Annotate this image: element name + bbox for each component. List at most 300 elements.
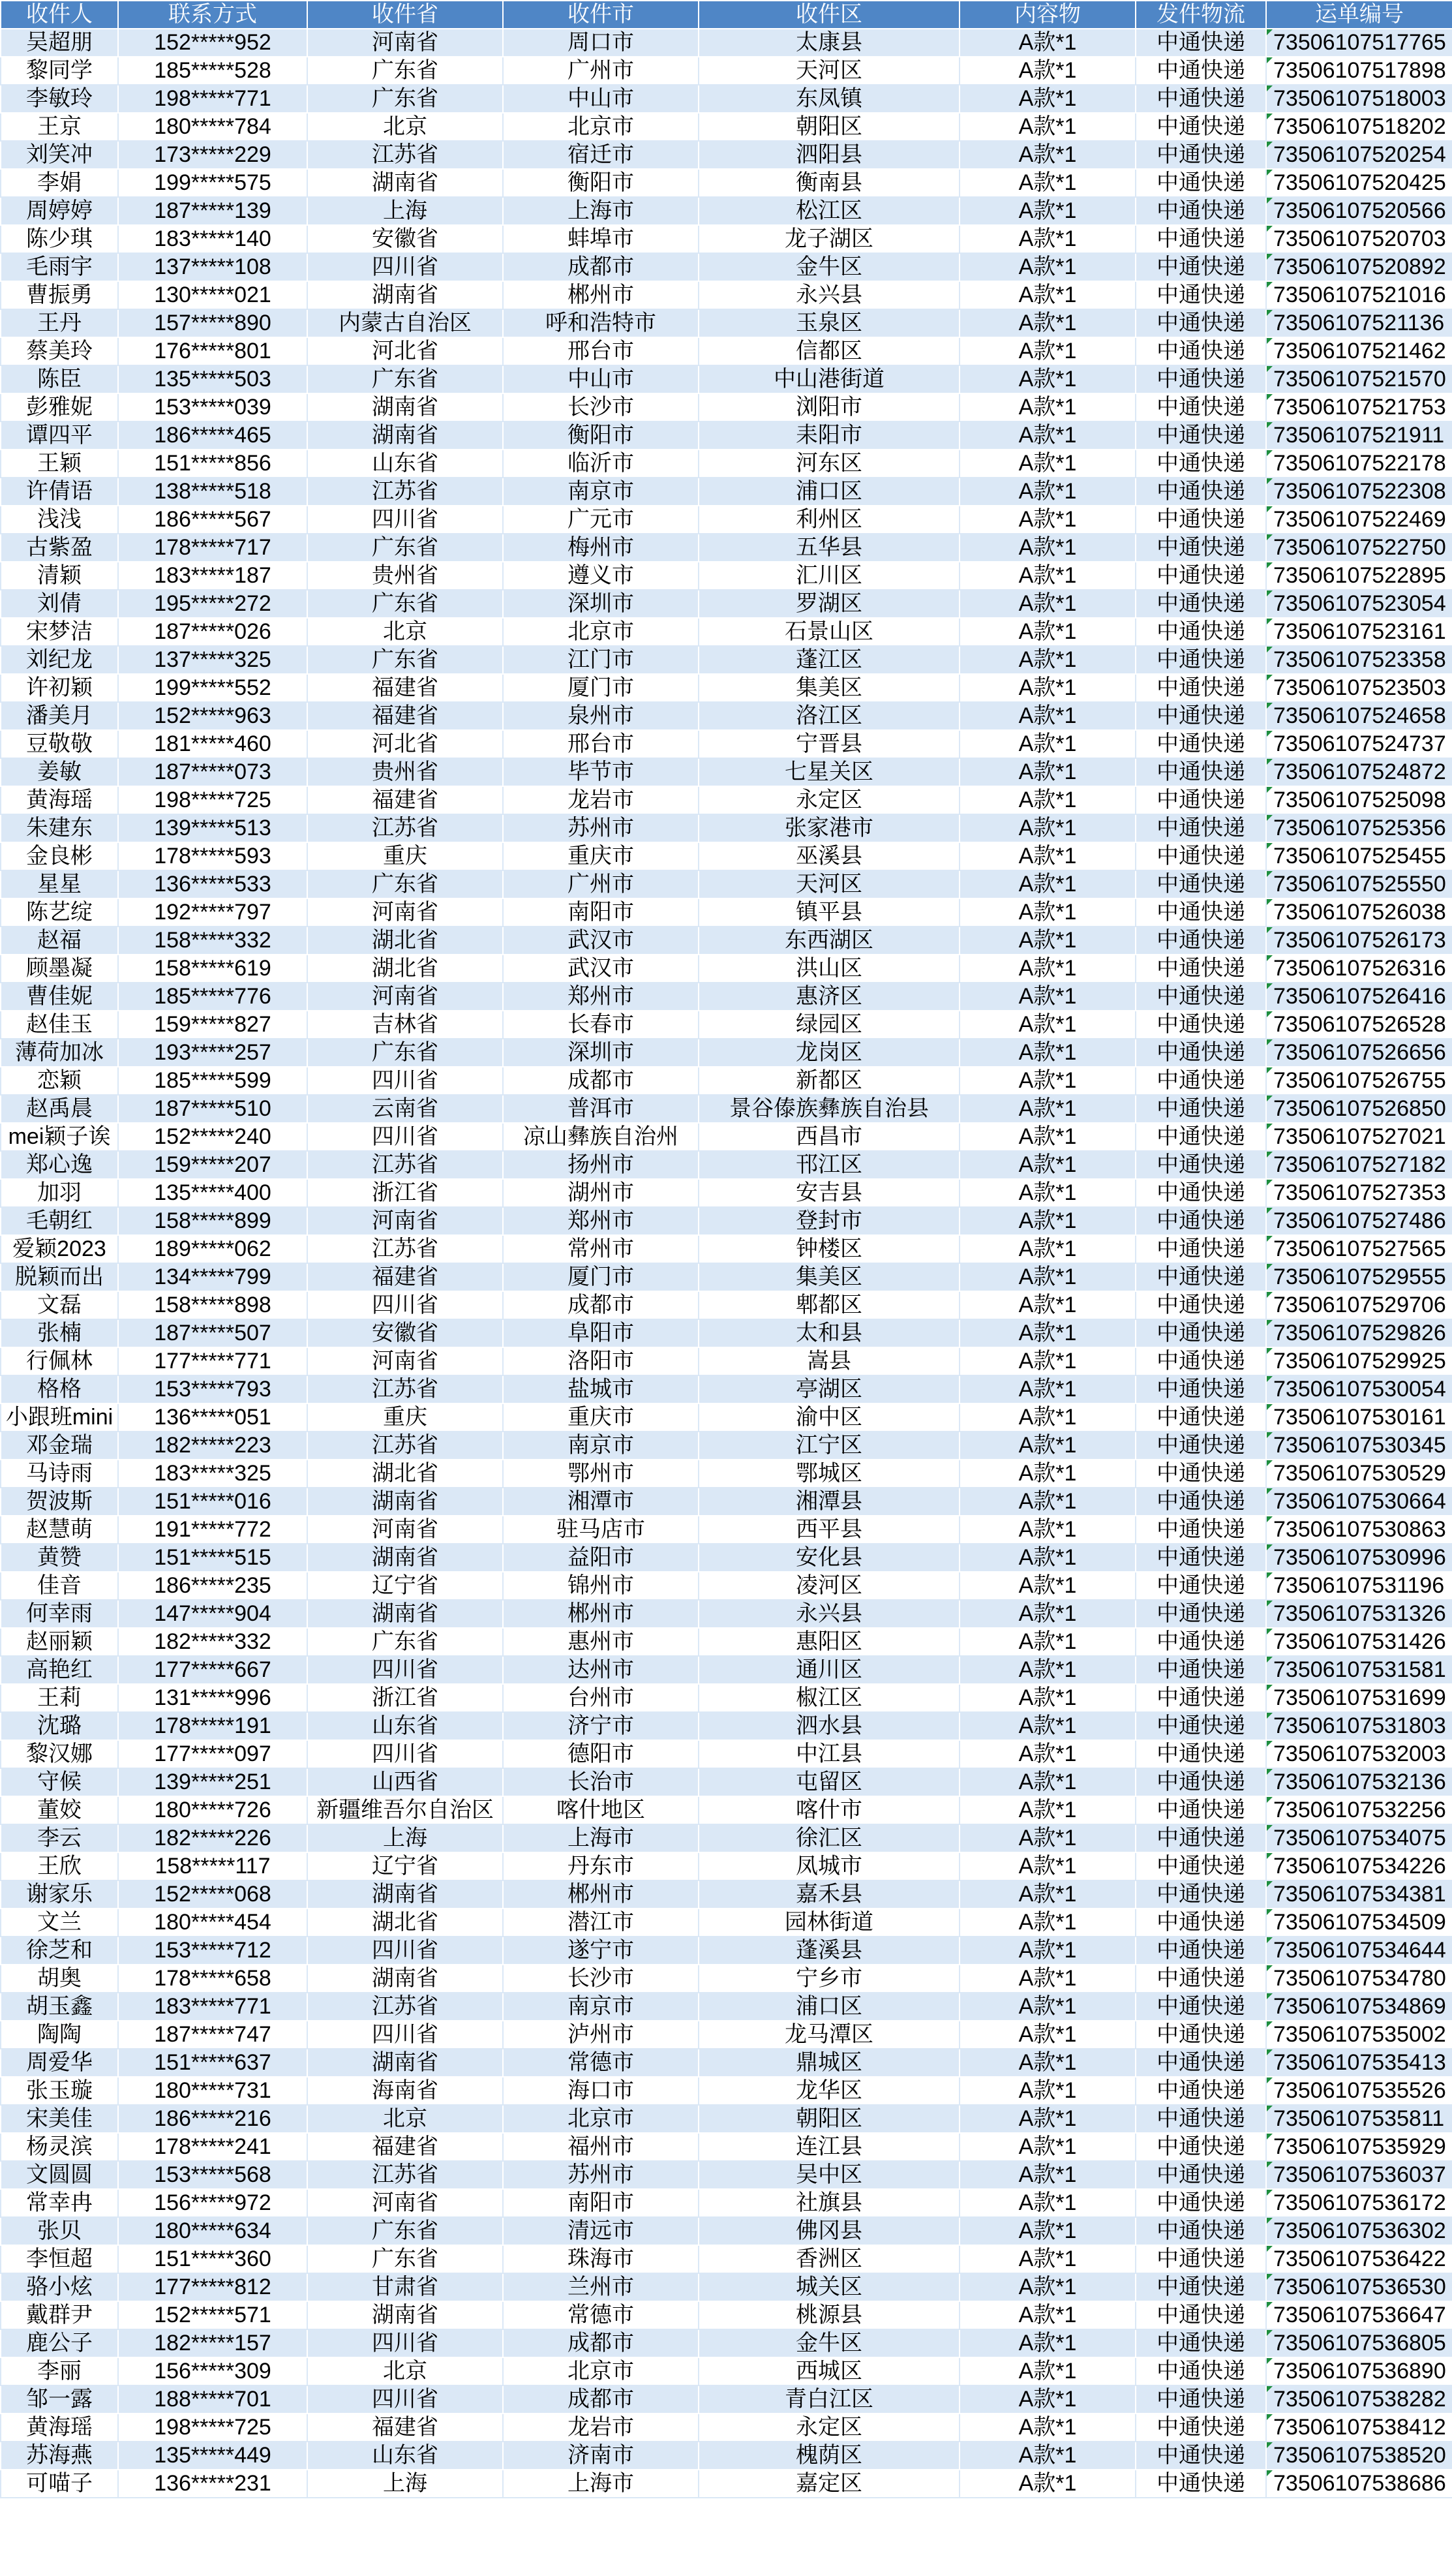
waybill-cell[interactable]: 73506107526316 [1266, 955, 1452, 983]
recipient-cell[interactable]: 邓金瑞 [1, 1432, 118, 1460]
contact-cell[interactable]: 178*****241 [118, 2133, 307, 2161]
waybill-cell[interactable]: 73506107536805 [1266, 2329, 1452, 2357]
city-cell[interactable]: 凉山彝族自治州 [503, 1123, 699, 1151]
waybill-cell[interactable]: 73506107521462 [1266, 337, 1452, 365]
courier-cell[interactable]: 中通快递 [1136, 2049, 1266, 2077]
province-cell[interactable]: 云南省 [307, 1095, 503, 1123]
city-cell[interactable]: 惠州市 [503, 1628, 699, 1656]
district-cell[interactable]: 玉泉区 [699, 309, 960, 337]
recipient-cell[interactable]: 佳音 [1, 1572, 118, 1600]
contents-cell[interactable]: A款*1 [960, 1123, 1136, 1151]
recipient-cell[interactable]: 小跟班mini [1, 1403, 118, 1432]
contents-cell[interactable]: A款*1 [960, 1572, 1136, 1600]
contents-cell[interactable]: A款*1 [960, 1740, 1136, 1768]
province-cell[interactable]: 重庆 [307, 1403, 503, 1432]
district-cell[interactable]: 金牛区 [699, 253, 960, 281]
recipient-cell[interactable]: 宋梦洁 [1, 618, 118, 646]
province-cell[interactable]: 海南省 [307, 2077, 503, 2105]
recipient-cell[interactable]: 徐芝和 [1, 1937, 118, 1965]
courier-cell[interactable]: 中通快递 [1136, 57, 1266, 85]
district-cell[interactable]: 通川区 [699, 1656, 960, 1684]
waybill-cell[interactable]: 73506107532256 [1266, 1796, 1452, 1824]
city-cell[interactable]: 常德市 [503, 2049, 699, 2077]
province-cell[interactable]: 河北省 [307, 337, 503, 365]
contents-cell[interactable]: A款*1 [960, 2245, 1136, 2273]
recipient-cell[interactable]: 蔡美玲 [1, 337, 118, 365]
contents-cell[interactable]: A款*1 [960, 1403, 1136, 1432]
recipient-cell[interactable]: 恋颖 [1, 1067, 118, 1095]
courier-cell[interactable]: 中通快递 [1136, 365, 1266, 393]
waybill-cell[interactable]: 73506107521570 [1266, 365, 1452, 393]
recipient-cell[interactable]: 浅浅 [1, 506, 118, 534]
contents-cell[interactable]: A款*1 [960, 2077, 1136, 2105]
waybill-cell[interactable]: 73506107530996 [1266, 1544, 1452, 1572]
courier-cell[interactable]: 中通快递 [1136, 2470, 1266, 2498]
waybill-cell[interactable]: 73506107526755 [1266, 1067, 1452, 1095]
waybill-cell[interactable]: 73506107518202 [1266, 113, 1452, 141]
contact-cell[interactable]: 189*****062 [118, 1235, 307, 1263]
city-cell[interactable]: 喀什地区 [503, 1796, 699, 1824]
contact-cell[interactable]: 187*****026 [118, 618, 307, 646]
waybill-cell[interactable]: 73506107527182 [1266, 1151, 1452, 1179]
contact-cell[interactable]: 177*****812 [118, 2273, 307, 2301]
city-cell[interactable]: 普洱市 [503, 1095, 699, 1123]
recipient-cell[interactable]: 吴超朋 [1, 29, 118, 57]
contact-cell[interactable]: 187*****507 [118, 1319, 307, 1347]
city-cell[interactable]: 郴州市 [503, 281, 699, 309]
district-cell[interactable]: 连江县 [699, 2133, 960, 2161]
courier-cell[interactable]: 中通快递 [1136, 1011, 1266, 1039]
contents-cell[interactable]: A款*1 [960, 2329, 1136, 2357]
recipient-cell[interactable]: 王欣 [1, 1852, 118, 1880]
waybill-cell[interactable]: 73506107530054 [1266, 1375, 1452, 1403]
province-cell[interactable]: 上海 [307, 2470, 503, 2498]
courier-cell[interactable]: 中通快递 [1136, 1880, 1266, 1909]
recipient-cell[interactable]: 彭雅妮 [1, 393, 118, 422]
contents-cell[interactable]: A款*1 [960, 1095, 1136, 1123]
courier-cell[interactable]: 中通快递 [1136, 1095, 1266, 1123]
waybill-cell[interactable]: 73506107534381 [1266, 1880, 1452, 1909]
courier-cell[interactable]: 中通快递 [1136, 2357, 1266, 2385]
contact-cell[interactable]: 158*****898 [118, 1291, 307, 1319]
province-cell[interactable]: 福建省 [307, 702, 503, 730]
recipient-cell[interactable]: 行佩林 [1, 1347, 118, 1375]
city-cell[interactable]: 济南市 [503, 2442, 699, 2470]
province-cell[interactable]: 湖南省 [307, 2049, 503, 2077]
contents-cell[interactable]: A款*1 [960, 2189, 1136, 2217]
courier-cell[interactable]: 中通快递 [1136, 1824, 1266, 1852]
province-cell[interactable]: 安徽省 [307, 225, 503, 253]
province-cell[interactable]: 河北省 [307, 730, 503, 758]
contents-cell[interactable]: A款*1 [960, 1656, 1136, 1684]
district-cell[interactable]: 西平县 [699, 1516, 960, 1544]
contents-cell[interactable]: A款*1 [960, 85, 1136, 113]
courier-cell[interactable]: 中通快递 [1136, 2105, 1266, 2133]
city-cell[interactable]: 广州市 [503, 870, 699, 898]
waybill-cell[interactable]: 73506107523358 [1266, 646, 1452, 674]
waybill-cell[interactable]: 73506107520703 [1266, 225, 1452, 253]
contents-cell[interactable]: A款*1 [960, 2217, 1136, 2245]
district-cell[interactable]: 吴中区 [699, 2161, 960, 2189]
contents-cell[interactable]: A款*1 [960, 450, 1136, 478]
recipient-cell[interactable]: 古紫盈 [1, 534, 118, 562]
district-cell[interactable]: 鼎城区 [699, 2049, 960, 2077]
recipient-cell[interactable]: 张楠 [1, 1319, 118, 1347]
waybill-cell[interactable]: 73506107526416 [1266, 983, 1452, 1011]
contents-cell[interactable]: A款*1 [960, 1319, 1136, 1347]
contact-cell[interactable]: 131*****996 [118, 1684, 307, 1712]
contact-cell[interactable]: 187*****747 [118, 2021, 307, 2049]
waybill-cell[interactable]: 73506107527353 [1266, 1179, 1452, 1207]
contact-cell[interactable]: 186*****567 [118, 506, 307, 534]
contact-cell[interactable]: 199*****575 [118, 169, 307, 197]
recipient-cell[interactable]: 张贝 [1, 2217, 118, 2245]
city-cell[interactable]: 成都市 [503, 2385, 699, 2414]
city-cell[interactable]: 广元市 [503, 506, 699, 534]
contact-cell[interactable]: 153*****039 [118, 393, 307, 422]
city-cell[interactable]: 周口市 [503, 29, 699, 57]
city-cell[interactable]: 南京市 [503, 1432, 699, 1460]
district-cell[interactable]: 浦口区 [699, 478, 960, 506]
contents-cell[interactable]: A款*1 [960, 197, 1136, 225]
waybill-cell[interactable]: 73506107534780 [1266, 1965, 1452, 1993]
waybill-cell[interactable]: 73506107536422 [1266, 2245, 1452, 2273]
recipient-cell[interactable]: 金良彬 [1, 842, 118, 870]
courier-cell[interactable]: 中通快递 [1136, 814, 1266, 842]
waybill-cell[interactable]: 73506107523054 [1266, 590, 1452, 618]
contact-cell[interactable]: 182*****332 [118, 1628, 307, 1656]
waybill-cell[interactable]: 73506107531326 [1266, 1600, 1452, 1628]
province-cell[interactable]: 广东省 [307, 2217, 503, 2245]
courier-cell[interactable]: 中通快递 [1136, 393, 1266, 422]
waybill-cell[interactable]: 73506107522178 [1266, 450, 1452, 478]
waybill-cell[interactable]: 73506107520254 [1266, 141, 1452, 169]
contact-cell[interactable]: 158*****619 [118, 955, 307, 983]
courier-cell[interactable]: 中通快递 [1136, 85, 1266, 113]
province-cell[interactable]: 湖南省 [307, 169, 503, 197]
contact-cell[interactable]: 151*****637 [118, 2049, 307, 2077]
recipient-cell[interactable]: 赵禹晨 [1, 1095, 118, 1123]
waybill-cell[interactable]: 73506107527021 [1266, 1123, 1452, 1151]
courier-cell[interactable]: 中通快递 [1136, 29, 1266, 57]
contact-cell[interactable]: 180*****634 [118, 2217, 307, 2245]
recipient-cell[interactable]: 李娟 [1, 169, 118, 197]
district-cell[interactable]: 镇平县 [699, 898, 960, 927]
recipient-cell[interactable]: 董姣 [1, 1796, 118, 1824]
recipient-cell[interactable]: 鹿公子 [1, 2329, 118, 2357]
contact-cell[interactable]: 177*****097 [118, 1740, 307, 1768]
recipient-cell[interactable]: 黄海瑶 [1, 786, 118, 814]
city-cell[interactable]: 上海市 [503, 1824, 699, 1852]
contents-cell[interactable]: A款*1 [960, 1965, 1136, 1993]
contact-cell[interactable]: 180*****784 [118, 113, 307, 141]
courier-cell[interactable]: 中通快递 [1136, 1039, 1266, 1067]
waybill-cell[interactable]: 73506107538520 [1266, 2442, 1452, 2470]
contact-cell[interactable]: 135*****400 [118, 1179, 307, 1207]
courier-cell[interactable]: 中通快递 [1136, 253, 1266, 281]
contact-cell[interactable]: 180*****731 [118, 2077, 307, 2105]
recipient-cell[interactable]: 赵福 [1, 927, 118, 955]
recipient-cell[interactable]: 王莉 [1, 1684, 118, 1712]
province-cell[interactable]: 福建省 [307, 674, 503, 702]
city-cell[interactable]: 郴州市 [503, 1600, 699, 1628]
province-cell[interactable]: 广东省 [307, 57, 503, 85]
province-cell[interactable]: 山东省 [307, 2442, 503, 2470]
city-cell[interactable]: 清远市 [503, 2217, 699, 2245]
city-cell[interactable]: 蚌埠市 [503, 225, 699, 253]
province-cell[interactable]: 江苏省 [307, 1235, 503, 1263]
district-cell[interactable]: 金牛区 [699, 2329, 960, 2357]
waybill-cell[interactable]: 73506107522750 [1266, 534, 1452, 562]
courier-cell[interactable]: 中通快递 [1136, 1291, 1266, 1319]
contact-cell[interactable]: 181*****460 [118, 730, 307, 758]
courier-cell[interactable]: 中通快递 [1136, 1544, 1266, 1572]
province-cell[interactable]: 河南省 [307, 898, 503, 927]
province-cell[interactable]: 山西省 [307, 1768, 503, 1796]
city-cell[interactable]: 郴州市 [503, 1880, 699, 1909]
contact-cell[interactable]: 147*****904 [118, 1600, 307, 1628]
city-cell[interactable]: 龙岩市 [503, 786, 699, 814]
courier-cell[interactable]: 中通快递 [1136, 422, 1266, 450]
city-cell[interactable]: 泉州市 [503, 702, 699, 730]
recipient-cell[interactable]: 赵佳玉 [1, 1011, 118, 1039]
waybill-cell[interactable]: 73506107525550 [1266, 870, 1452, 898]
contents-cell[interactable]: A款*1 [960, 281, 1136, 309]
city-cell[interactable]: 上海市 [503, 197, 699, 225]
contact-cell[interactable]: 178*****593 [118, 842, 307, 870]
recipient-cell[interactable]: 薄荷加冰 [1, 1039, 118, 1067]
recipient-cell[interactable]: 陈臣 [1, 365, 118, 393]
city-cell[interactable]: 湘潭市 [503, 1488, 699, 1516]
district-cell[interactable]: 永定区 [699, 2414, 960, 2442]
recipient-cell[interactable]: 高艳红 [1, 1656, 118, 1684]
contents-cell[interactable]: A款*1 [960, 562, 1136, 590]
contact-cell[interactable]: 158*****117 [118, 1852, 307, 1880]
header-district[interactable]: 收件区 [699, 1, 960, 29]
waybill-cell[interactable]: 73506107534644 [1266, 1937, 1452, 1965]
waybill-cell[interactable]: 73506107527486 [1266, 1207, 1452, 1235]
waybill-cell[interactable]: 73506107521016 [1266, 281, 1452, 309]
province-cell[interactable]: 江苏省 [307, 1432, 503, 1460]
recipient-cell[interactable]: 星星 [1, 870, 118, 898]
city-cell[interactable]: 常州市 [503, 1235, 699, 1263]
district-cell[interactable]: 喀什市 [699, 1796, 960, 1824]
courier-cell[interactable]: 中通快递 [1136, 1572, 1266, 1600]
contact-cell[interactable]: 178*****191 [118, 1712, 307, 1740]
courier-cell[interactable]: 中通快递 [1136, 618, 1266, 646]
district-cell[interactable]: 青白江区 [699, 2385, 960, 2414]
city-cell[interactable]: 遂宁市 [503, 1937, 699, 1965]
courier-cell[interactable]: 中通快递 [1136, 1123, 1266, 1151]
waybill-cell[interactable]: 73506107534075 [1266, 1824, 1452, 1852]
contact-cell[interactable]: 186*****235 [118, 1572, 307, 1600]
city-cell[interactable]: 成都市 [503, 2329, 699, 2357]
courier-cell[interactable]: 中通快递 [1136, 478, 1266, 506]
recipient-cell[interactable]: 刘纪龙 [1, 646, 118, 674]
district-cell[interactable]: 屯留区 [699, 1768, 960, 1796]
courier-cell[interactable]: 中通快递 [1136, 1319, 1266, 1347]
contact-cell[interactable]: 182*****226 [118, 1824, 307, 1852]
header-waybill[interactable]: 运单编号 [1266, 1, 1452, 29]
city-cell[interactable]: 台州市 [503, 1684, 699, 1712]
waybill-cell[interactable]: 73506107536647 [1266, 2301, 1452, 2329]
recipient-cell[interactable]: 毛雨宇 [1, 253, 118, 281]
waybill-cell[interactable]: 73506107517898 [1266, 57, 1452, 85]
waybill-cell[interactable]: 73506107535929 [1266, 2133, 1452, 2161]
contact-cell[interactable]: 198*****725 [118, 786, 307, 814]
recipient-cell[interactable]: 赵丽颖 [1, 1628, 118, 1656]
recipient-cell[interactable]: 苏海燕 [1, 2442, 118, 2470]
courier-cell[interactable]: 中通快递 [1136, 113, 1266, 141]
courier-cell[interactable]: 中通快递 [1136, 983, 1266, 1011]
contents-cell[interactable]: A款*1 [960, 2470, 1136, 2498]
district-cell[interactable]: 洪山区 [699, 955, 960, 983]
district-cell[interactable]: 朝阳区 [699, 113, 960, 141]
district-cell[interactable]: 龙岗区 [699, 1039, 960, 1067]
contents-cell[interactable]: A款*1 [960, 309, 1136, 337]
province-cell[interactable]: 湖北省 [307, 955, 503, 983]
province-cell[interactable]: 内蒙古自治区 [307, 309, 503, 337]
waybill-cell[interactable]: 73506107518003 [1266, 85, 1452, 113]
district-cell[interactable]: 绿园区 [699, 1011, 960, 1039]
waybill-cell[interactable]: 73506107538412 [1266, 2414, 1452, 2442]
city-cell[interactable]: 福州市 [503, 2133, 699, 2161]
courier-cell[interactable]: 中通快递 [1136, 1909, 1266, 1937]
courier-cell[interactable]: 中通快递 [1136, 1965, 1266, 1993]
contents-cell[interactable]: A款*1 [960, 1796, 1136, 1824]
city-cell[interactable]: 成都市 [503, 253, 699, 281]
courier-cell[interactable]: 中通快递 [1136, 534, 1266, 562]
contact-cell[interactable]: 183*****140 [118, 225, 307, 253]
district-cell[interactable]: 安化县 [699, 1544, 960, 1572]
district-cell[interactable]: 宁乡市 [699, 1965, 960, 1993]
courier-cell[interactable]: 中通快递 [1136, 562, 1266, 590]
city-cell[interactable]: 苏州市 [503, 814, 699, 842]
city-cell[interactable]: 中山市 [503, 365, 699, 393]
header-province[interactable]: 收件省 [307, 1, 503, 29]
courier-cell[interactable]: 中通快递 [1136, 2414, 1266, 2442]
courier-cell[interactable]: 中通快递 [1136, 590, 1266, 618]
waybill-cell[interactable]: 73506107525356 [1266, 814, 1452, 842]
district-cell[interactable]: 中山港街道 [699, 365, 960, 393]
district-cell[interactable]: 天河区 [699, 870, 960, 898]
city-cell[interactable]: 泸州市 [503, 2021, 699, 2049]
district-cell[interactable]: 椒江区 [699, 1684, 960, 1712]
city-cell[interactable]: 北京市 [503, 113, 699, 141]
waybill-cell[interactable]: 73506107535811 [1266, 2105, 1452, 2133]
contents-cell[interactable]: A款*1 [960, 1544, 1136, 1572]
district-cell[interactable]: 凤城市 [699, 1852, 960, 1880]
district-cell[interactable]: 渝中区 [699, 1403, 960, 1432]
contents-cell[interactable]: A款*1 [960, 506, 1136, 534]
contents-cell[interactable]: A款*1 [960, 1151, 1136, 1179]
courier-cell[interactable]: 中通快递 [1136, 1403, 1266, 1432]
city-cell[interactable]: 长治市 [503, 1768, 699, 1796]
province-cell[interactable]: 湖南省 [307, 2301, 503, 2329]
courier-cell[interactable]: 中通快递 [1136, 2077, 1266, 2105]
contents-cell[interactable]: A款*1 [960, 1011, 1136, 1039]
province-cell[interactable]: 四川省 [307, 253, 503, 281]
contact-cell[interactable]: 199*****552 [118, 674, 307, 702]
city-cell[interactable]: 邢台市 [503, 337, 699, 365]
courier-cell[interactable]: 中通快递 [1136, 2189, 1266, 2217]
contents-cell[interactable]: A款*1 [960, 674, 1136, 702]
city-cell[interactable]: 衡阳市 [503, 422, 699, 450]
contact-cell[interactable]: 180*****726 [118, 1796, 307, 1824]
contact-cell[interactable]: 137*****325 [118, 646, 307, 674]
contact-cell[interactable]: 185*****528 [118, 57, 307, 85]
province-cell[interactable]: 广东省 [307, 2245, 503, 2273]
city-cell[interactable]: 苏州市 [503, 2161, 699, 2189]
contact-cell[interactable]: 156*****309 [118, 2357, 307, 2385]
courier-cell[interactable]: 中通快递 [1136, 1375, 1266, 1403]
city-cell[interactable]: 临沂市 [503, 450, 699, 478]
contents-cell[interactable]: A款*1 [960, 618, 1136, 646]
district-cell[interactable]: 安吉县 [699, 1179, 960, 1207]
province-cell[interactable]: 广东省 [307, 870, 503, 898]
city-cell[interactable]: 扬州市 [503, 1151, 699, 1179]
province-cell[interactable]: 广东省 [307, 590, 503, 618]
waybill-cell[interactable]: 73506107535526 [1266, 2077, 1452, 2105]
recipient-cell[interactable]: 何幸雨 [1, 1600, 118, 1628]
province-cell[interactable]: 辽宁省 [307, 1852, 503, 1880]
district-cell[interactable]: 泗阳县 [699, 141, 960, 169]
contents-cell[interactable]: A款*1 [960, 1684, 1136, 1712]
contact-cell[interactable]: 195*****272 [118, 590, 307, 618]
contents-cell[interactable]: A款*1 [960, 1909, 1136, 1937]
contact-cell[interactable]: 185*****776 [118, 983, 307, 1011]
city-cell[interactable]: 重庆市 [503, 1403, 699, 1432]
province-cell[interactable]: 湖南省 [307, 393, 503, 422]
district-cell[interactable]: 汇川区 [699, 562, 960, 590]
recipient-cell[interactable]: 周爱华 [1, 2049, 118, 2077]
waybill-cell[interactable]: 73506107526173 [1266, 927, 1452, 955]
contact-cell[interactable]: 136*****231 [118, 2470, 307, 2498]
district-cell[interactable]: 宁晋县 [699, 730, 960, 758]
contact-cell[interactable]: 130*****021 [118, 281, 307, 309]
contents-cell[interactable]: A款*1 [960, 1768, 1136, 1796]
district-cell[interactable]: 太康县 [699, 29, 960, 57]
district-cell[interactable]: 浦口区 [699, 1993, 960, 2021]
courier-cell[interactable]: 中通快递 [1136, 1993, 1266, 2021]
city-cell[interactable]: 毕节市 [503, 758, 699, 786]
contact-cell[interactable]: 151*****515 [118, 1544, 307, 1572]
contact-cell[interactable]: 153*****712 [118, 1937, 307, 1965]
contact-cell[interactable]: 180*****454 [118, 1909, 307, 1937]
courier-cell[interactable]: 中通快递 [1136, 842, 1266, 870]
province-cell[interactable]: 福建省 [307, 2414, 503, 2442]
contact-cell[interactable]: 135*****503 [118, 365, 307, 393]
contents-cell[interactable]: A款*1 [960, 1628, 1136, 1656]
city-cell[interactable]: 南京市 [503, 1993, 699, 2021]
district-cell[interactable]: 信都区 [699, 337, 960, 365]
province-cell[interactable]: 江苏省 [307, 478, 503, 506]
province-cell[interactable]: 北京 [307, 2105, 503, 2133]
contents-cell[interactable]: A款*1 [960, 702, 1136, 730]
courier-cell[interactable]: 中通快递 [1136, 2217, 1266, 2245]
contents-cell[interactable]: A款*1 [960, 534, 1136, 562]
district-cell[interactable]: 松江区 [699, 197, 960, 225]
city-cell[interactable]: 兰州市 [503, 2273, 699, 2301]
contact-cell[interactable]: 153*****568 [118, 2161, 307, 2189]
city-cell[interactable]: 邢台市 [503, 730, 699, 758]
district-cell[interactable]: 七星关区 [699, 758, 960, 786]
waybill-cell[interactable]: 73506107521753 [1266, 393, 1452, 422]
district-cell[interactable]: 龙子湖区 [699, 225, 960, 253]
contact-cell[interactable]: 176*****801 [118, 337, 307, 365]
city-cell[interactable]: 洛阳市 [503, 1347, 699, 1375]
courier-cell[interactable]: 中通快递 [1136, 1600, 1266, 1628]
